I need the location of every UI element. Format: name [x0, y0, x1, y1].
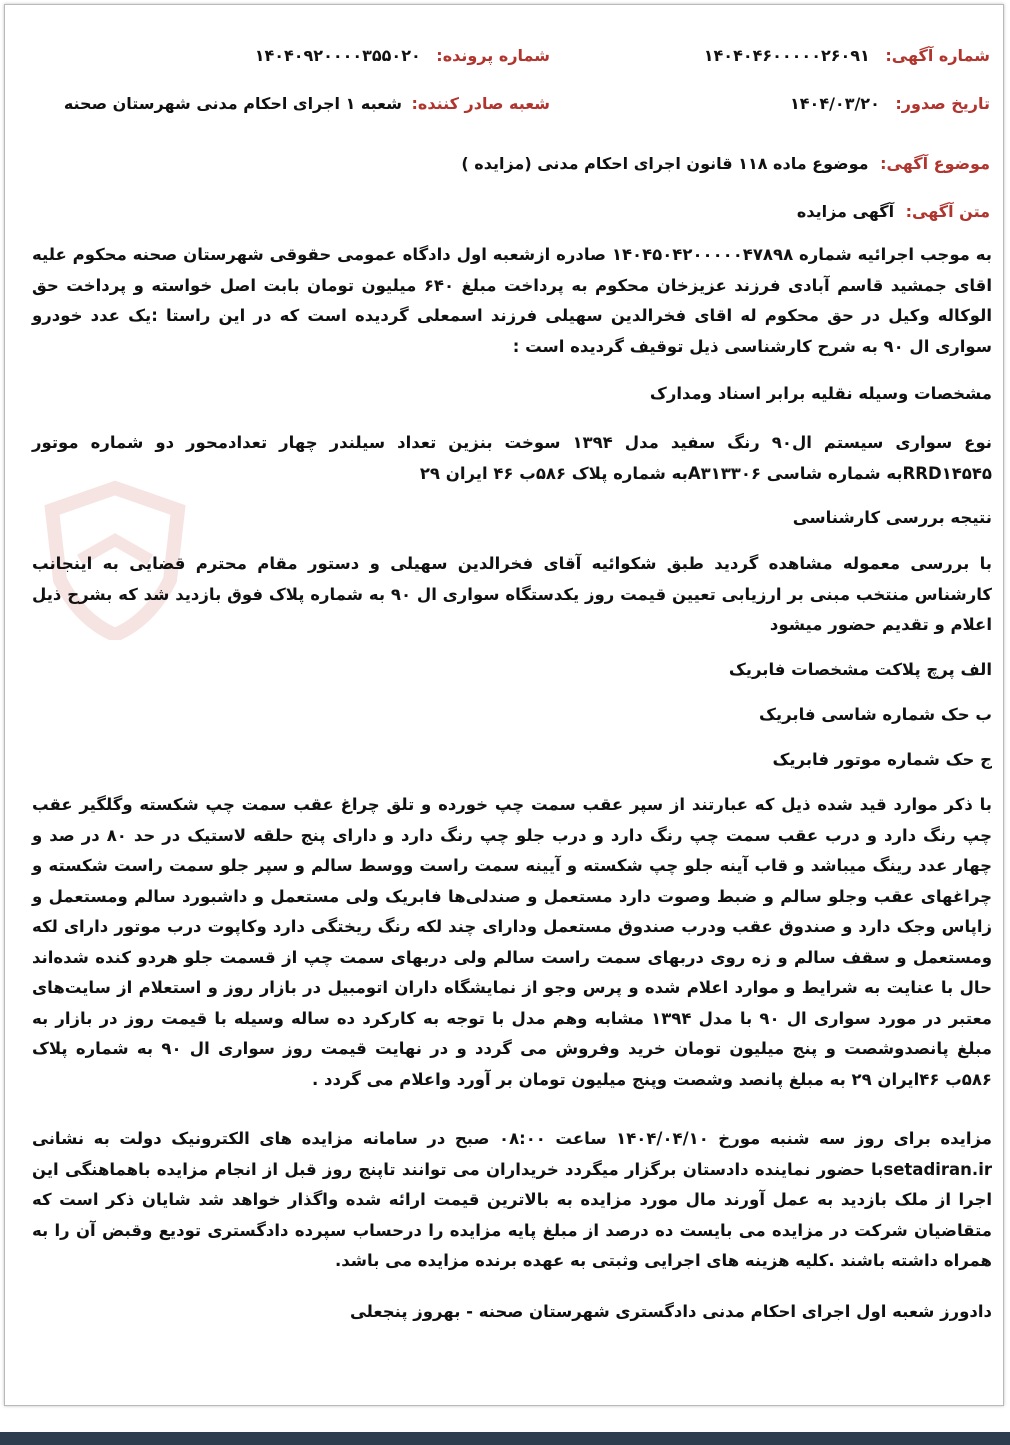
notice-subject: موضوع آگهی: موضوع ماده ۱۱۸ قانون اجرای احکام مدنی (مزایده ) — [461, 154, 990, 173]
heading-expert-result: نتیجه بررسی کارشناسی — [792, 508, 992, 527]
paragraph-auction: مزایده برای روز سه شنبه مورخ ۱۴۰۴/۰۴/۱۰ ساعت ۰۸:۰۰ صبح در سامانه مزایده های الکترونیک دولت به نشانی setadiran.irبا حضور نماینده دادستان برگزار میگردد خریداران می توانند تاپنج روز قبل از انجام مزایده باهماهنگی این اجرا از ملک بازدید به عمل آورند مال مورد مزایده به بالاترین قیمت ارائه شده واگذار خواهد شد شایان ذکر است که متقاضیان شرکت در مزایده می بایست ده درصد از مبلغ پایه مزایده را درحساب سپرده دادگستری تودیع وقبض آن را به همراه داشته باشند .کلیه هزینه های اجرایی وثبتی به عهده برنده مزایده می باشد. — [32, 1129, 992, 1270]
case-number: شماره پرونده: ۱۴۰۴۰۹۲۰۰۰۰۳۵۵۰۲۰ — [254, 46, 550, 65]
issue-date: تاریخ صدور: ۱۴۰۴/۰۳/۲۰ — [790, 94, 990, 113]
paragraph-details: با ذکر موارد قید شده ذیل که عبارتند از سپر عقب سمت چپ خورده و تلق چراغ عقب سمت چپ شکسته وگلگیر عقب چپ رنگ دارد و درب عقب سمت چپ رنگ دارد و درب جلو چپ رنگ دارد و دارای پنج حلقه لاستیک در حد ۸۰ در صد و چهار عدد رینگ میباشد و قاب آینه جلو چپ شکسته و آیینه سمت راست ووسط سالم و سپر جلو سمت راست شکسته و چراغهای عقب وجلو سالم و ضبط وصوت دارد مستعمل و صندلی‌ها فابریک ولی مستعمل و داشبورد سالم ومستعمل و زاپاس وجک دارد و صندوق عقب ودرب صندوق مستعمل ودارای چند لکه رنگ ریختگی دارد وکاپوت درب موتور دارای لکه ومستعمل و سقف سالم و زه روی دربهای سمت راست سالم ولی دربهای سمت چپ از قسمت جلو هردو کنده شده‌اند حال با عنایت به شرایط و موارد اعلام شده و پرس وجو از نمایشگاه داران اتومبیل در بازار روز و استعلام از سایت‌های معتبر در مورد سواری ال ۹۰ با مدل ۱۳۹۴ مشابه وهم مدل با توجه به کارکرد ده ساله وسیله با قیمت روز در بازار به مبلغ پانصدوشصت و پنج میلیون تومان خرید وفروش می گردد و در نهایت قیمت روز سواری ال ۹۰ به شماره پلاک ۵۸۶ب ۴۶ایران ۲۹ به مبلغ پانصد وشصت وپنج میلیون تومان بر آورد واعلام می گردد . — [32, 795, 992, 1089]
case-number-value: ۱۴۰۴۰۹۲۰۰۰۰۳۵۵۰۲۰ — [254, 46, 421, 65]
issuing-branch: شعبه صادر کننده: شعبه ۱ اجرای احکام مدنی شهرستان صحنه — [63, 94, 550, 113]
item-b: ب حک شماره شاسی فابریک — [759, 705, 992, 724]
issue-date-value: ۱۴۰۴/۰۳/۲۰ — [790, 94, 880, 113]
notice-number: شماره آگهی: ۱۴۰۴۰۴۶۰۰۰۰۰۲۶۰۹۱ — [703, 46, 990, 65]
notice-subject-value: موضوع ماده ۱۱۸ قانون اجرای احکام مدنی (مزایده ) — [461, 154, 869, 173]
item-c: ج حک شماره موتور فابریک — [772, 750, 992, 769]
paragraph-vehicle: نوع سواری سیستم ال۹۰ رنگ سفید مدل ۱۳۹۴ سوخت بنزین تعداد سیلندر چهار تعدادمحور دو شماره موتور RRD۱۴۵۴۵به شماره شاسی A۳۱۳۳۰۶به شماره پلاک ۵۸۶ب ۴۶ ایران ۲۹ — [32, 433, 992, 483]
bottom-bar — [0, 1432, 1010, 1445]
notice-text-title: متن آگهی: آگهی مزایده — [796, 202, 990, 221]
paragraph-expert-result: با بررسی معموله مشاهده گردید طبق شکوائیه آقای فخرالدین سهیلی و دستور مقام محترم قضایی به اینجانب کارشناس منتخب مبنی بر ارزیابی تعیین قیمت روز یکدستگاه سواری ال ۹۰ به شماره پلاک فوق بازدید شد که بشرح ذیل اعلام و تقدیم حضور میشود — [32, 554, 992, 634]
notice-number-value: ۱۴۰۴۰۴۶۰۰۰۰۰۲۶۰۹۱ — [703, 46, 870, 65]
signature: دادورز شعبه اول اجرای احکام مدنی دادگستری شهرستان صحنه - بهروز پنجعلی — [349, 1302, 992, 1321]
heading-vehicle-specs: مشخصات وسیله نقلیه برابر اسناد ومدارک — [649, 384, 992, 403]
issuing-branch-value: شعبه ۱ اجرای احکام مدنی شهرستان صحنه — [63, 94, 402, 113]
paragraph-intro: به موجب اجرائیه شماره ۱۴۰۴۵۰۴۲۰۰۰۰۰۴۷۸۹۸ صادره ازشعبه اول دادگاه عمومی حقوقی شهرستان صحنه محکوم علیه اقای جمشید قاسم آبادی فرزند عزیزخان محکوم به پرداخت مبلغ ۶۴۰ میلیون تومان بابت اصل خواسته و پرداخت حق الوکاله وکیل در حق محکوم له اقای فخرالدین سهیلی فرزند اسمعلی گردیده است که در این راستا :یک عدد خودرو سواری ال ۹۰ به شرح کارشناسی ذیل توقیف گردیده است : — [32, 245, 993, 356]
item-a: الف پرچ پلاکت مشخصات فابریک — [728, 660, 992, 679]
notice-title-value: آگهی مزایده — [796, 202, 895, 221]
